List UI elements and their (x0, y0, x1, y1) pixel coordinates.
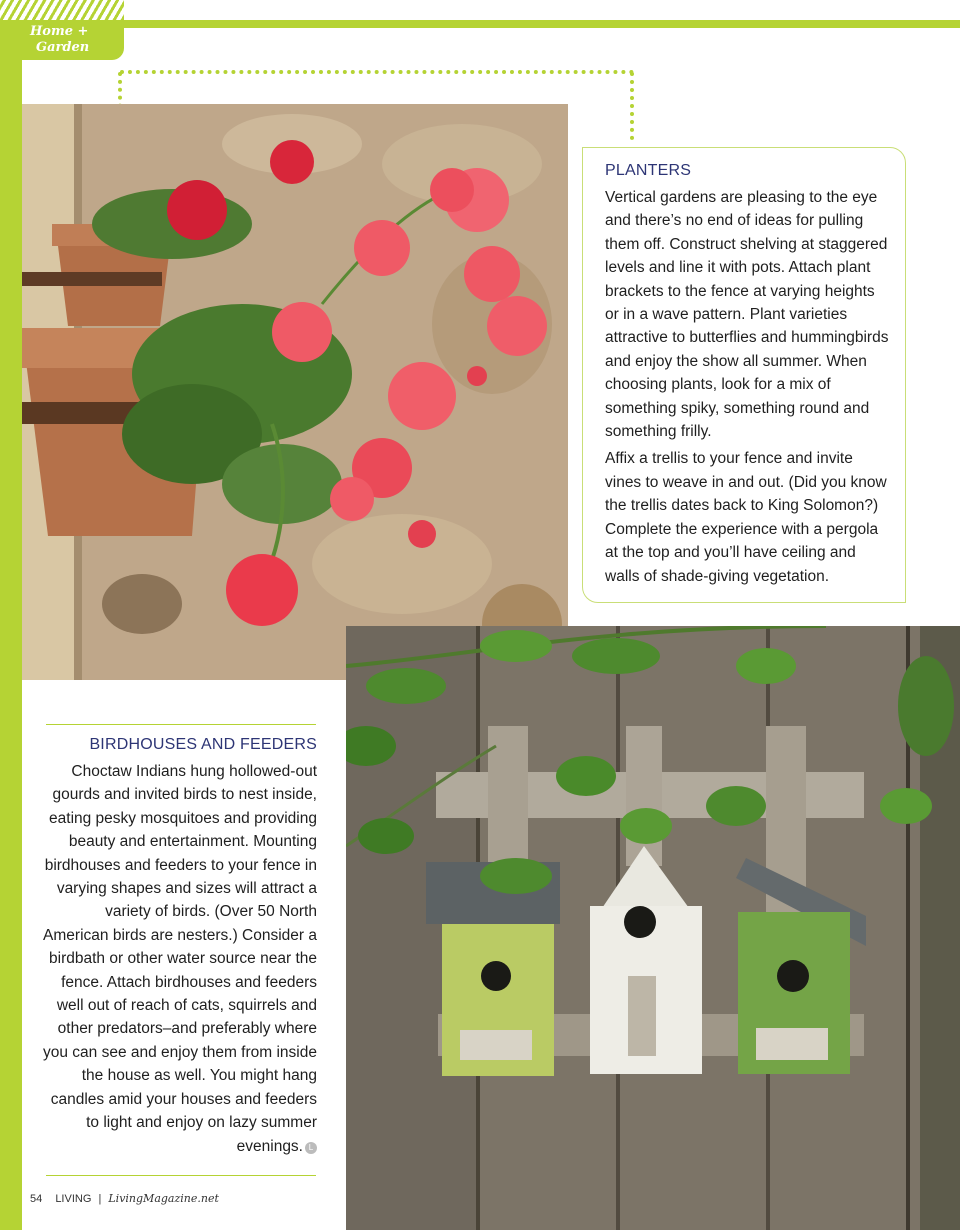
birdhouses-fence-photo (346, 626, 960, 1230)
geranium-pots-photo (22, 104, 568, 680)
planters-heading: PLANTERS (605, 162, 692, 179)
hatch-pattern (0, 0, 124, 20)
dotted-line-top (120, 70, 634, 74)
birdhouses-top-rule (46, 724, 316, 725)
birdhouses-paragraph (40, 760, 317, 1158)
page-footer (30, 1192, 229, 1205)
left-accent-bar (0, 0, 22, 1230)
page-number: 54 (30, 1193, 43, 1205)
end-mark-icon: L (305, 1142, 317, 1154)
section-label-line2: Garden (36, 40, 90, 55)
planters-paragraph-1: Vertical gardens are pleasing to the eye and there’s no end of ideas for pulling them off. Construct shelving at staggered levels and line it with pots. Attach plant brackets to the fence at varying heights or in a wave pattern. Plant varieties attractive to butterflies and hummingbirds and enjoy the show all summer. When choosing plants, look for a mix of something spiky, something round and something frilly. (605, 189, 889, 441)
section-label-line1: Home + (30, 24, 89, 39)
magazine-name: LIVING (55, 1193, 92, 1205)
birdhouses-paragraph-text: Choctaw Indians hung hollowed-out gourds and invited birds to nest inside, eating pesky mosquitoes and providing beauty and entertainment. Mounting birdhouses and feeders to your fence in varying shapes and sizes will attract a variety of birds. (Over 50 North American birds are nesters.) Consider a birdbath or other water source near the fence. Attach birdhouses and feeders well out of reach of cats, squirrels and other predators–and preferably where you can see and enjoy them from inside the house as well. You might hang candles amid your houses and feeders to light and enjoy on lazy summer evenings. (43, 763, 317, 1155)
magazine-website: LivingMagazine.net (108, 1192, 219, 1205)
birdhouses-heading: BIRDHOUSES AND FEEDERS (89, 736, 317, 753)
top-accent-rule (120, 20, 960, 28)
birdhouses-section (40, 736, 317, 1158)
birdhouses-bottom-rule (46, 1175, 316, 1176)
planters-sidebar (582, 147, 906, 603)
section-tab (22, 20, 124, 60)
footer-separator: | (98, 1193, 102, 1205)
planters-paragraph-2: Affix a trellis to your fence and invite vines to weave in and out. (Did you know the trellis dates back to King Solomon?) Complete the experience with a pergola at the top and you’ll have ceiling and walls of shade-giving vegetation. (605, 450, 887, 585)
dotted-line-right (630, 72, 634, 140)
